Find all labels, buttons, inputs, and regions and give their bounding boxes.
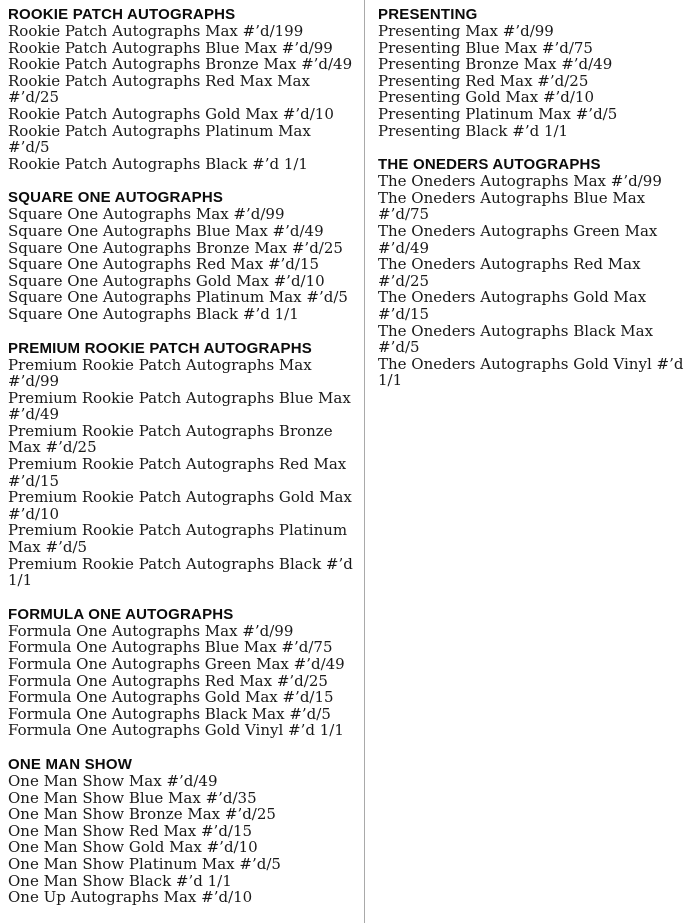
checklist-item: Rookie Patch Autographs Black #’d 1/1 bbox=[8, 154, 308, 173]
checklist-item: Formula One Autographs Blue Max #’d/75 bbox=[8, 638, 333, 657]
checklist-item: Presenting Gold Max #’d/10 bbox=[378, 88, 595, 107]
checklist-item: Formula One Autographs Max #’d/99 bbox=[8, 621, 294, 640]
checklist-item: Square One Autographs Red Max #’d/15 bbox=[8, 255, 320, 274]
checklist-item: Premium Rookie Patch Autographs Gold Max #’d/10 bbox=[8, 488, 352, 523]
checklist-item: Formula One Autographs Black Max #’d/5 bbox=[8, 704, 331, 723]
checklist-item: Rookie Patch Autographs Platinum Max #’d/5 bbox=[8, 121, 311, 157]
checklist-item: Square One Autographs Max #’d/99 bbox=[8, 205, 285, 224]
checklist-item: One Man Show Bronze Max #’d/25 bbox=[8, 805, 276, 824]
section-title: THE ONEDERS AUTOGRAPHS bbox=[378, 156, 601, 174]
section-title: ONE MAN SHOW bbox=[8, 755, 133, 773]
checklist-section bbox=[8, 189, 355, 322]
checklist-item: Presenting Max #’d/99 bbox=[378, 22, 554, 40]
checklist-item: Rookie Patch Autographs Max #’d/199 bbox=[8, 22, 304, 40]
checklist-section bbox=[8, 756, 355, 906]
checklist-item: Rookie Patch Autographs Blue Max #’d/99 bbox=[8, 38, 333, 57]
section-title: PREMIUM ROOKIE PATCH AUTOGRAPHS bbox=[8, 339, 312, 357]
checklist-item: Square One Autographs Black #’d 1/1 bbox=[8, 304, 299, 323]
checklist-item: Presenting Platinum Max #’d/5 bbox=[378, 104, 618, 123]
checklist-item: The Oneders Autographs Green Max #’d/49 bbox=[378, 221, 658, 257]
checklist-section bbox=[8, 6, 355, 172]
checklist-section bbox=[8, 340, 355, 589]
checklist-item: Premium Rookie Patch Autographs Platinum Max #’d/5 bbox=[8, 521, 348, 557]
checklist-section bbox=[8, 606, 355, 739]
checklist-item: The Oneders Autographs Black Max #’d/5 bbox=[378, 321, 654, 357]
checklist-item: One Man Show Max #’d/49 bbox=[8, 771, 218, 790]
checklist-item: Premium Rookie Patch Autographs Max #’d/99 bbox=[8, 355, 312, 391]
checklist-column-right bbox=[365, 0, 700, 923]
checklist-item: One Up Autographs Max #’d/10 bbox=[8, 888, 253, 907]
checklist-item: Rookie Patch Autographs Bronze Max #’d/49 bbox=[8, 55, 353, 74]
checklist-item: One Man Show Platinum Max #’d/5 bbox=[8, 854, 281, 873]
checklist-item: The Oneders Autographs Gold Max #’d/15 bbox=[378, 288, 647, 323]
checklist-item: Presenting Bronze Max #’d/49 bbox=[378, 55, 613, 74]
checklist-item: Premium Rookie Patch Autographs Blue Max #’d/49 bbox=[8, 388, 351, 424]
section-title: SQUARE ONE AUTOGRAPHS bbox=[8, 189, 224, 207]
checklist-item: The Oneders Autographs Blue Max #’d/75 bbox=[378, 188, 646, 224]
checklist-item: Rookie Patch Autographs Gold Max #’d/10 bbox=[8, 104, 334, 123]
checklist-item: Premium Rookie Patch Autographs Red Max #’d/15 bbox=[8, 455, 347, 490]
checklist-item: Premium Rookie Patch Autographs Black #’d 1/1 bbox=[8, 554, 353, 590]
checklist-item: Premium Rookie Patch Autographs Bronze Max #’d/25 bbox=[8, 421, 333, 457]
checklist-item: Presenting Black #’d 1/1 bbox=[378, 121, 569, 140]
checklist-item: Formula One Autographs Red Max #’d/25 bbox=[8, 671, 328, 690]
checklist-item: One Man Show Black #’d 1/1 bbox=[8, 871, 232, 890]
section-title: ROOKIE PATCH AUTOGRAPHS bbox=[8, 6, 236, 23]
checklist-item: The Oneders Autographs Gold Vinyl #’d 1/1 bbox=[378, 354, 684, 390]
checklist-item: Formula One Autographs Gold Max #’d/15 bbox=[8, 688, 334, 707]
section-title: PRESENTING bbox=[378, 6, 478, 23]
checklist-item: Presenting Red Max #’d/25 bbox=[378, 71, 589, 90]
checklist-item: Rookie Patch Autographs Red Max Max #’d/25 bbox=[8, 71, 310, 107]
checklist-item: The Oneders Autographs Max #’d/99 bbox=[378, 172, 662, 191]
checklist-item: Square One Autographs Platinum Max #’d/5 bbox=[8, 288, 348, 307]
section-title: FORMULA ONE AUTOGRAPHS bbox=[8, 605, 234, 623]
checklist-item: Formula One Autographs Green Max #’d/49 bbox=[8, 655, 345, 673]
checklist-section bbox=[378, 6, 696, 139]
checklist-section bbox=[378, 156, 696, 389]
checklist-item: Presenting Blue Max #’d/75 bbox=[378, 38, 593, 57]
checklist-item: Formula One Autographs Gold Vinyl #’d 1/1 bbox=[8, 721, 344, 740]
checklist-item: Square One Autographs Blue Max #’d/49 bbox=[8, 221, 324, 240]
checklist-item: One Man Show Blue Max #’d/35 bbox=[8, 788, 257, 807]
checklist-item: One Man Show Red Max #’d/15 bbox=[8, 821, 253, 840]
checklist-item: Square One Autographs Gold Max #’d/10 bbox=[8, 271, 325, 290]
checklist-item: One Man Show Gold Max #’d/10 bbox=[8, 838, 258, 857]
checklist-item: Square One Autographs Bronze Max #’d/25 bbox=[8, 238, 343, 257]
checklist-item: The Oneders Autographs Red Max #’d/25 bbox=[378, 255, 641, 290]
